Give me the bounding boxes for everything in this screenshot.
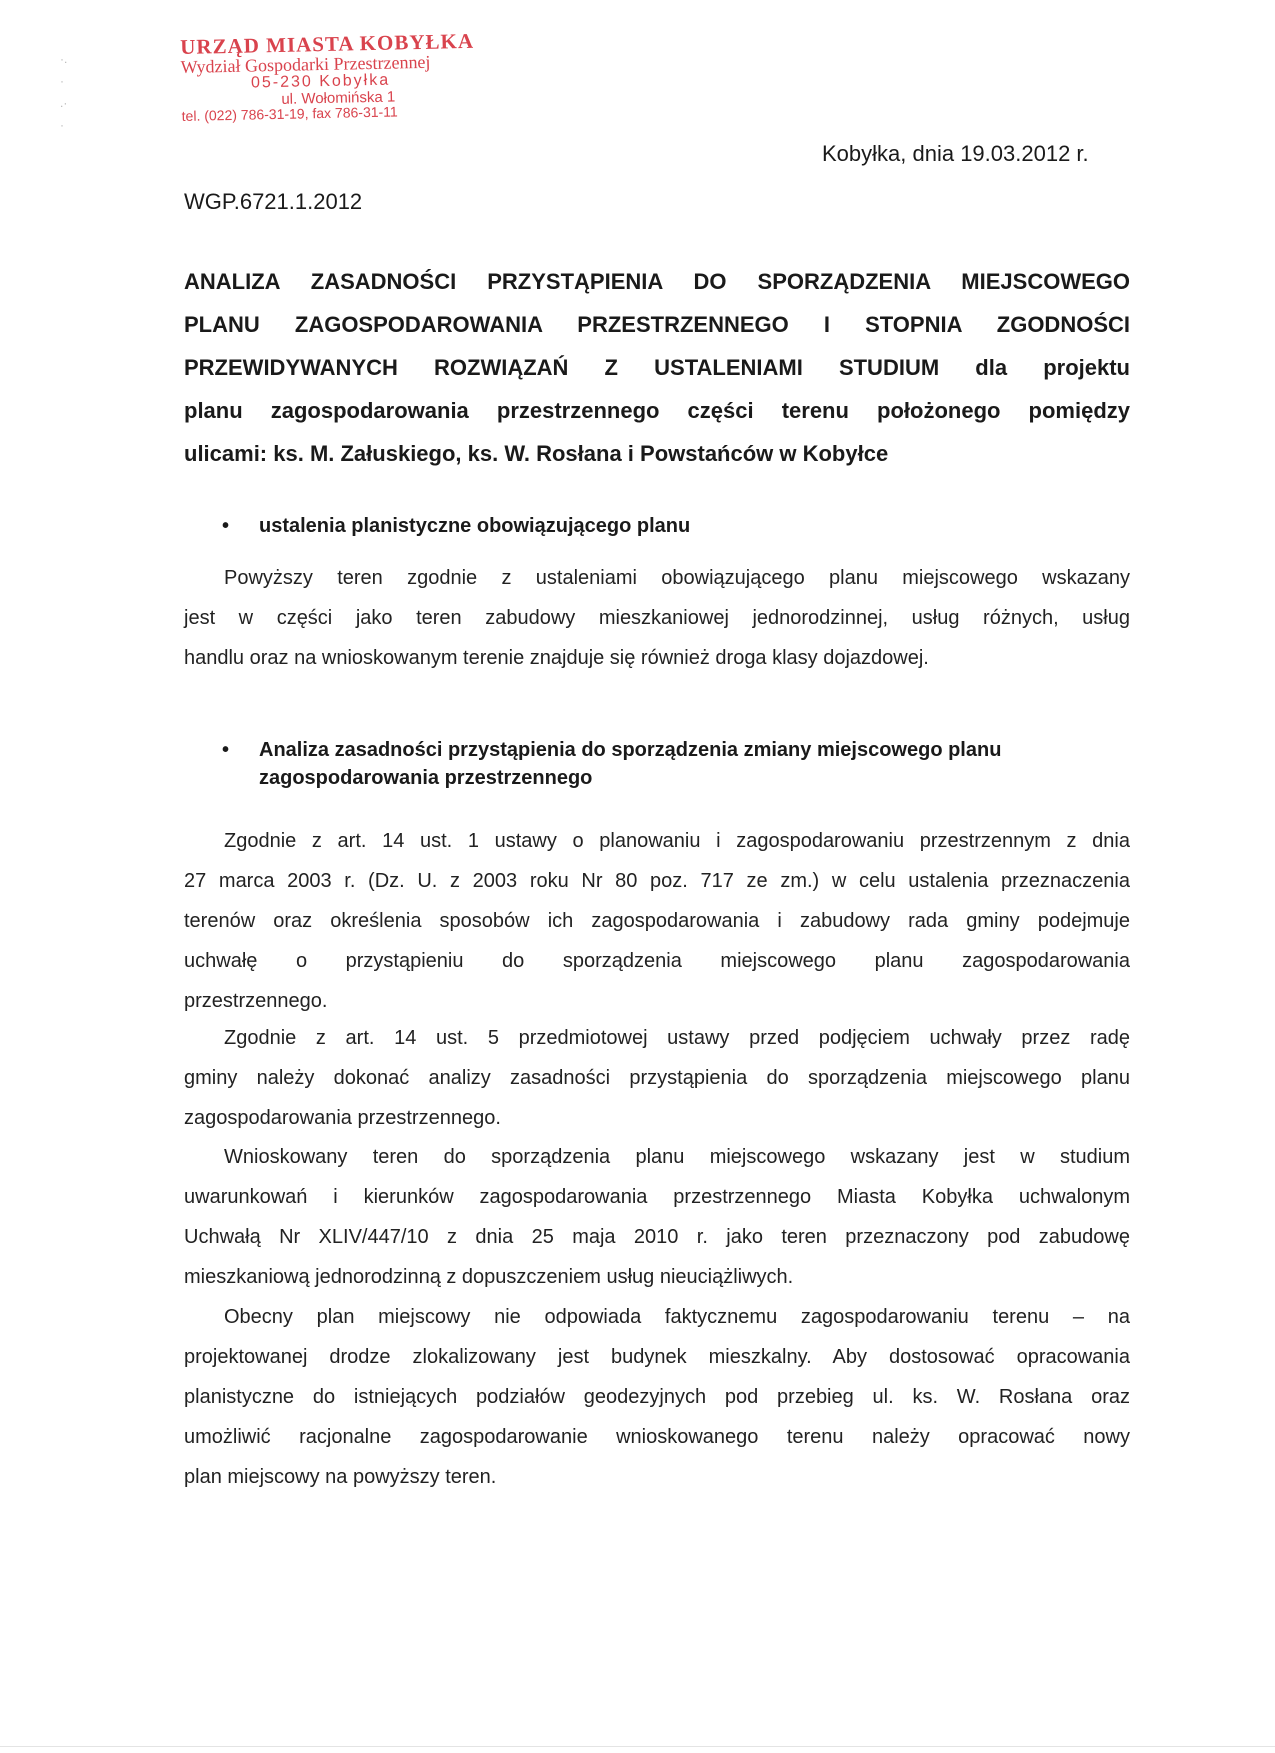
- paragraph-line: projektowanej drodze zlokalizowany jest budynek mieszkalny. Aby dostosować opracowania: [184, 1346, 1130, 1368]
- stamp-postal-address: 05-230 Kobyłka: [250, 71, 391, 92]
- title-line: ulicami: ks. M. Załuskiego, ks. W. Rosłana i Powstańców w Kobyłce: [184, 441, 889, 466]
- paragraph-line: Uchwałą Nr XLIV/447/10 z dnia 25 maja 2010 r. jako teren przeznaczony pod zabudowę: [184, 1226, 1130, 1248]
- stamp-office-name: URZĄD MIASTA KOBYŁKA: [179, 28, 475, 59]
- bullet-icon: •: [222, 515, 230, 537]
- paragraph-line: Zgodnie z art. 14 ust. 5 przedmiotowej ustawy przed podjęciem uchwały przez radę: [224, 1027, 1130, 1049]
- paragraph-line: umożliwić racjonalne zagospodarowanie wnioskowanego terenu należy opracować nowy: [184, 1426, 1130, 1448]
- paragraph-line: Obecny plan miejscowy nie odpowiada faktycznemu zagospodarowaniu terenu – na: [224, 1306, 1130, 1328]
- document-title: [184, 260, 1130, 475]
- title-line: planu zagospodarowania przestrzennego części terenu położonego pomiędzy: [184, 398, 1130, 423]
- paragraph-line: zagospodarowania przestrzennego.: [184, 1107, 501, 1129]
- section-heading-text: zagospodarowania przestrzennego: [259, 767, 593, 789]
- paragraph-line: uwarunkowań i kierunków zagospodarowania przestrzennego Miasta Kobyłka uchwalonym: [184, 1186, 1130, 1208]
- office-stamp: [180, 30, 476, 124]
- paragraph-line: Powyższy teren zgodnie z ustaleniami obowiązującego planu miejscowego wskazany: [224, 567, 1130, 589]
- stamp-department: Wydział Gospodarki Przestrzennej: [180, 51, 431, 78]
- paragraph-line: planistyczne do istniejących podziałów geodezyjnych pod przebieg ul. ks. W. Rosłana oraz: [184, 1386, 1130, 1408]
- paragraph-line: mieszkaniową jednorodzinną z dopuszczeniem usług nieuciążliwych.: [184, 1266, 794, 1288]
- paragraph-line: handlu oraz na wnioskowanym terenie znajduje się również droga klasy dojazdowej.: [184, 647, 929, 669]
- bullet-icon: •: [222, 739, 230, 761]
- paragraph-art-14-ust-5: [184, 1018, 1130, 1138]
- paragraph-line: przestrzennego.: [184, 990, 328, 1012]
- paragraph-current-plan: [184, 558, 1130, 678]
- paragraph-line: terenów oraz określenia sposobów ich zagospodarowania i zabudowy rada gminy podejmuje: [184, 910, 1130, 932]
- title-line: PRZEWIDYWANYCH ROZWIĄZAŃ Z USTALENIAMI STUDIUM dla projektu: [184, 355, 1130, 380]
- paragraph-line: plan miejscowy na powyższy teren.: [184, 1466, 497, 1488]
- paragraph-line: gminy należy dokonać analizy zasadności przystąpienia do sporządzenia miejscowego planu: [184, 1067, 1130, 1089]
- title-line: PLANU ZAGOSPODAROWANIA PRZESTRZENNEGO I STOPNIA ZGODNOŚCI: [184, 312, 1130, 337]
- title-line: ANALIZA ZASADNOŚCI PRZYSTĄPIENIA DO SPORZĄDZENIA MIEJSCOWEGO: [184, 269, 1130, 294]
- place-and-date: Kobyłka, dnia 19.03.2012 r.: [822, 141, 1089, 166]
- section-heading-analysis: [222, 736, 1132, 792]
- paragraph-line: uchwałę o przystąpieniu do sporządzenia miejscowego planu zagospodarowania: [184, 950, 1130, 972]
- section-heading-current-plan: [222, 512, 1132, 540]
- section-heading-text: Analiza zasadności przystąpienia do sporządzenia zmiany miejscowego planu: [259, 739, 1002, 761]
- stamp-phone-fax: tel. (022) 786-31-19, fax 786-31-11: [181, 103, 398, 125]
- paragraph-line: 27 marca 2003 r. (Dz. U. z 2003 roku Nr 80 poz. 717 ze zm.) w celu ustalenia przeznaczenia: [184, 870, 1130, 892]
- scan-bottom-edge: [0, 1746, 1275, 1747]
- reference-number: WGP.6721.1.2012: [184, 189, 363, 214]
- scan-artifact-marks: ·. · .· ·: [60, 52, 68, 132]
- section-heading-text: ustalenia planistyczne obowiązującego planu: [259, 515, 691, 537]
- stamp-street-address: ul. Wołomińska 1: [281, 88, 396, 108]
- paragraph-line: jest w części jako teren zabudowy mieszkaniowej jednorodzinnej, usług różnych, usług: [184, 607, 1130, 629]
- paragraph-line: Wnioskowany teren do sporządzenia planu miejscowego wskazany jest w studium: [224, 1146, 1130, 1168]
- paragraph-line: Zgodnie z art. 14 ust. 1 ustawy o planowaniu i zagospodarowaniu przestrzennym z dnia: [224, 830, 1130, 852]
- paragraph-study-designation: [184, 1137, 1130, 1297]
- paragraph-art-14-ust-1: [184, 821, 1130, 1021]
- paragraph-conclusion: [184, 1297, 1130, 1497]
